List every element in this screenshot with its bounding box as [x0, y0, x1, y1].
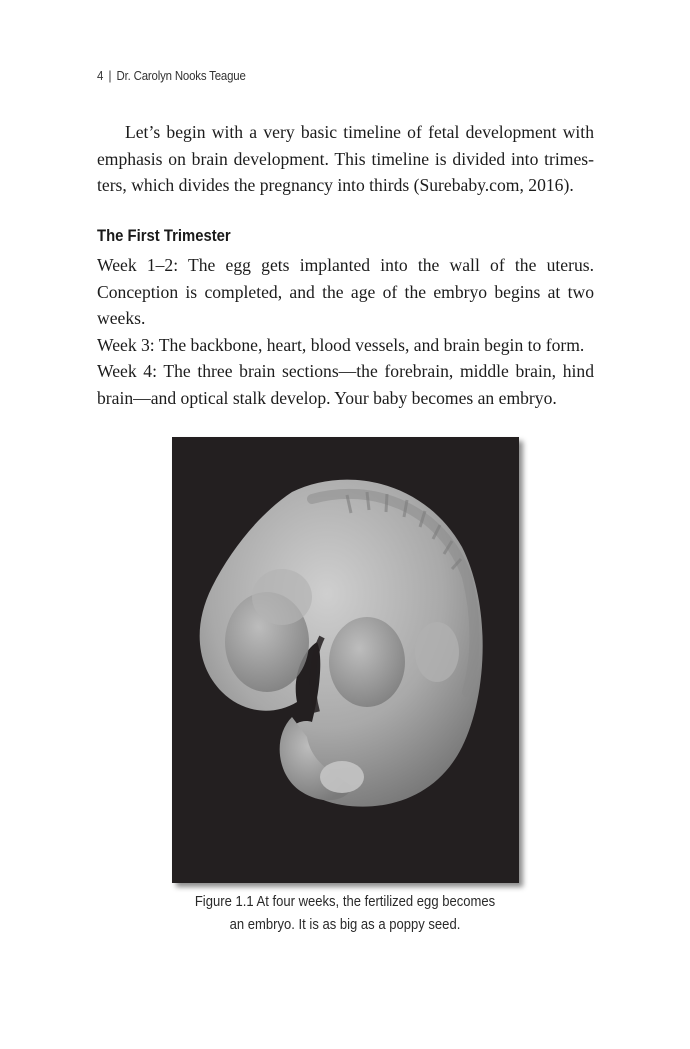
header-separator: | — [108, 68, 112, 83]
embryo-lower-bud — [320, 761, 364, 793]
header-author: Dr. Carolyn Nooks Teague — [116, 68, 246, 83]
running-header — [97, 68, 246, 83]
embryo-heart-bulge — [329, 617, 405, 707]
intro-section — [97, 119, 594, 199]
embryo-illustration — [172, 437, 519, 883]
caption-line-2: an embryo. It is as big as a poppy seed. — [229, 917, 461, 933]
embryo-limb-bud — [415, 622, 459, 682]
page-number: 4 — [97, 68, 104, 83]
embryo-head-bulge-2 — [252, 569, 312, 625]
embryo-figure — [172, 437, 519, 883]
week-4-entry: Week 4: The three brain sections—the forebrain, middle brain, hind brain—and optical stalk develop. Your baby becomes an embryo. — [97, 361, 594, 408]
caption-line-1: Figure 1.1 At four weeks, the fertilized egg becomes — [194, 894, 496, 910]
intro-paragraph: Let’s begin with a very basic timeline of fetal development with emphasis on brain development. This timeline is divided into trimesters, which divides the pregnancy into thirds (Surebaby.com, 2016). — [97, 122, 594, 195]
week-3-entry: Week 3: The backbone, heart, blood vessels, and brain begin to form. — [97, 334, 585, 355]
weeks-list — [97, 252, 594, 411]
figure-caption — [130, 891, 560, 937]
section-heading: The First Trimester — [97, 227, 231, 245]
week-1-2-entry: Week 1–2: The egg gets implanted into the wall of the uterus. Conception is completed, and the age of the embryo begins at two weeks. — [97, 255, 594, 328]
